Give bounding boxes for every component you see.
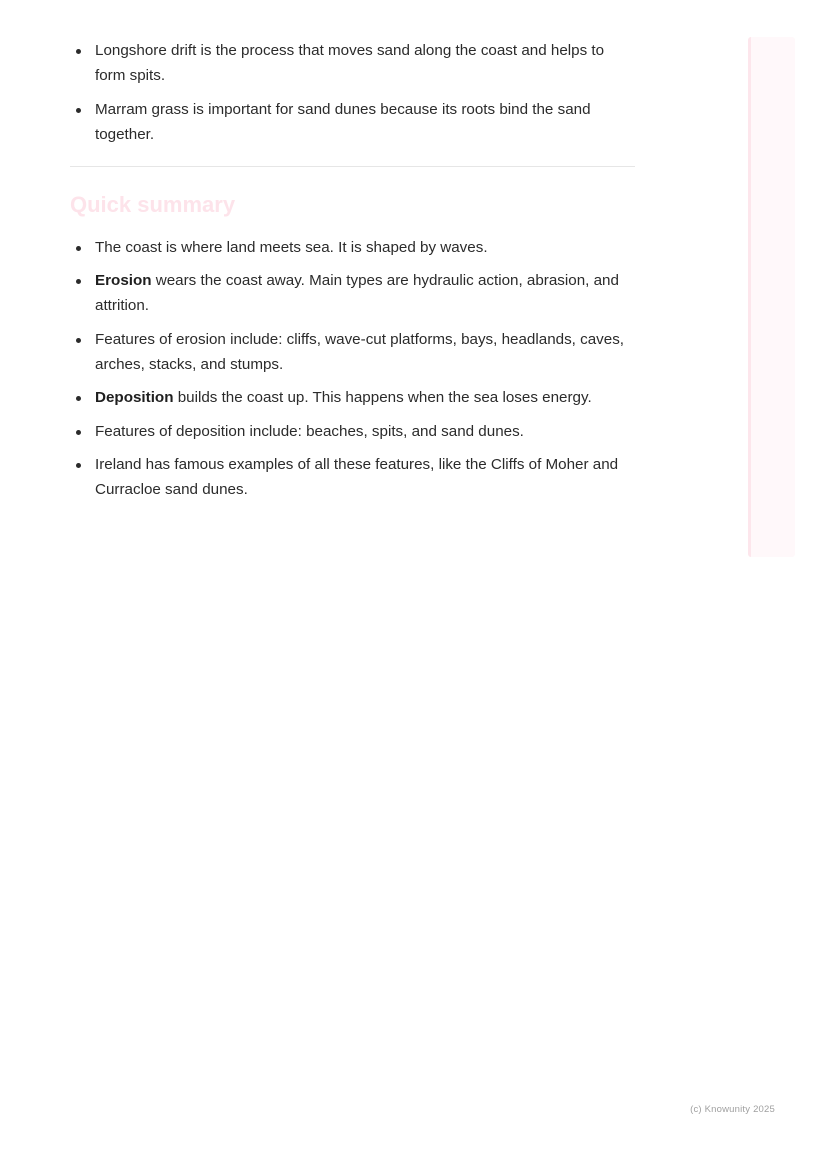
list-item-text: Marram grass is important for sand dunes because its roots bind the sand together. [95,100,591,143]
list-item-text: wears the coast away. Main types are hydraulic action, abrasion, and attrition. [95,272,619,314]
list-item-bold-term: Erosion [95,272,152,289]
document-content [70,38,635,511]
copyright-footer: (c) Knowunity 2025 [690,1104,775,1115]
bullet-icon [76,108,81,113]
bullet-icon [76,430,81,435]
quick-summary-heading: Quick summary [70,191,236,217]
bullet-icon [76,279,81,284]
bullet-icon [76,463,81,468]
summary-list [70,235,635,503]
side-margin-panel [748,37,795,557]
list-item [70,97,635,147]
key-points-list [70,38,635,147]
list-item [70,38,635,88]
list-item-text: The coast is where land meets sea. It is shaped by waves. [95,238,488,256]
bullet-icon [76,246,81,251]
bullet-icon [76,49,81,54]
list-item-text: Features of deposition include: beaches, spits, and sand dunes. [95,422,524,440]
list-item-text: builds the coast up. This happens when the sea loses energy. [173,389,592,406]
list-item [70,419,635,444]
list-item-bold-term: Deposition [95,389,174,406]
list-item [70,452,635,502]
list-item [70,385,635,410]
bullet-icon [76,338,81,343]
list-item [70,327,635,377]
bullet-icon [76,396,81,401]
list-item-text: Longshore drift is the process that moves sand along the coast and helps to form spits. [95,42,605,84]
list-item [70,235,635,260]
section-divider [70,166,635,167]
list-item-text: Features of erosion include: cliffs, wave-cut platforms, bays, headlands, caves, arches, stacks, and stumps. [95,330,625,373]
list-item-text: Ireland has famous examples of all these features, like the Cliffs of Moher and Curracloe sand dunes. [95,456,619,498]
list-item [70,268,635,318]
